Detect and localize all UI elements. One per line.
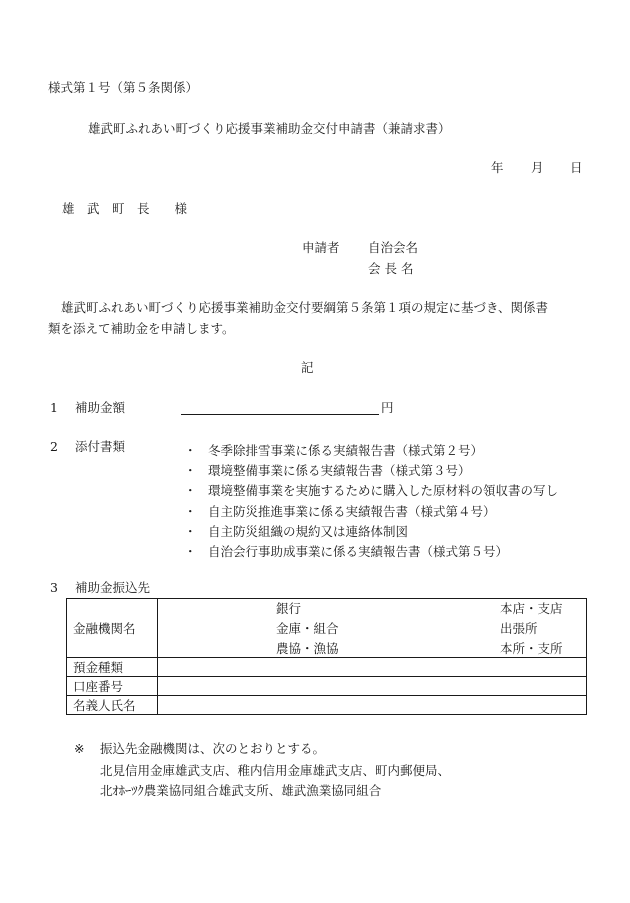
type-nokyo-gyokyo: 農協・漁協 xyxy=(276,641,339,656)
date-month-label: 月 xyxy=(531,160,544,175)
deposit-type-cell[interactable] xyxy=(158,658,587,677)
attachment-text: 環境整備事業に係る実績報告書（様式第３号） xyxy=(208,463,471,479)
bullet-icon: ・ xyxy=(184,463,197,479)
attachment-text: 環境整備事業を実施するために購入した原材料の領収書の写し xyxy=(208,483,559,499)
table-row xyxy=(67,658,587,677)
item1-number: 1 xyxy=(50,400,58,415)
branch-type-honten-shiten: 本店・支店 xyxy=(500,601,563,616)
list-item xyxy=(184,502,558,522)
note-line3: 北ｵﾎｰﾂｸ農業協同組合雄武支所、雄武漁業協同組合 xyxy=(100,783,382,798)
table-row xyxy=(67,677,587,696)
association-name-label: 自治会名 xyxy=(368,240,419,255)
attachment-list xyxy=(184,441,558,562)
note-line2: 北見信用金庫雄武支店、稚内信用金庫雄武支店、町内郵便局、 xyxy=(100,763,451,778)
president-name-label: 会 長 名 xyxy=(368,261,414,276)
attachment-text: 自治会行事助成事業に係る実績報告書（様式第５号） xyxy=(208,543,509,559)
form-number: 様式第１号（第５条関係） xyxy=(48,80,199,95)
body-text-line2: 類を添えて補助金を申請します。 xyxy=(48,321,235,336)
attachment-text: 自主防災推進事業に係る実績報告書（様式第４号） xyxy=(208,503,496,519)
item3-number: 3 xyxy=(50,580,58,595)
document-title: 雄武町ふれあい町づくり応援事業補助金交付申請書（兼請求書） xyxy=(88,121,451,136)
body-text-line1: 雄武町ふれあい町づくり応援事業補助金交付要綱第５条第１項の規定に基づき、関係書 xyxy=(61,300,549,315)
table-row xyxy=(67,696,587,715)
institution-name-cell[interactable] xyxy=(158,599,587,658)
item2-number: 2 xyxy=(50,439,58,454)
addressee: 雄 武 町 長 様 xyxy=(62,201,188,216)
list-item xyxy=(184,441,558,461)
account-holder-cell[interactable] xyxy=(158,696,587,715)
item3-label: 補助金振込先 xyxy=(75,580,151,595)
item1-unit: 円 xyxy=(381,400,394,415)
type-shinkin-kumiai: 金庫・組合 xyxy=(276,621,339,636)
account-number-cell[interactable] xyxy=(158,677,587,696)
date-day-label: 日 xyxy=(570,160,583,175)
note-mark: ※ xyxy=(74,741,85,756)
date-year-label: 年 xyxy=(491,160,504,175)
branch-type-shutchojo: 出張所 xyxy=(500,621,538,636)
ki-heading: 記 xyxy=(301,360,314,375)
table-row xyxy=(67,599,587,658)
list-item xyxy=(184,481,558,501)
item2-label: 添付書類 xyxy=(75,439,126,454)
bullet-icon: ・ xyxy=(184,483,197,499)
bullet-icon: ・ xyxy=(184,443,197,458)
account-holder-label: 名義人氏名 xyxy=(67,696,158,715)
branch-type-honsho-shisho: 本所・支所 xyxy=(500,641,563,656)
attachment-text: 自主防災組織の規約又は連絡体制図 xyxy=(208,523,409,539)
bullet-icon: ・ xyxy=(184,503,197,519)
applicant-label: 申請者 xyxy=(302,240,340,255)
institution-name-label: 金融機関名 xyxy=(67,599,158,658)
bullet-icon: ・ xyxy=(184,523,197,539)
item1-label: 補助金額 xyxy=(75,400,126,415)
type-bank: 銀行 xyxy=(276,601,302,616)
list-item xyxy=(184,461,558,481)
attachment-text: 冬季除排雪事業に係る実績報告書（様式第２号） xyxy=(208,443,484,458)
deposit-type-label: 預金種類 xyxy=(67,658,158,677)
account-number-label: 口座番号 xyxy=(67,677,158,696)
bank-account-table xyxy=(66,598,587,715)
amount-blank-line xyxy=(181,414,379,415)
bullet-icon: ・ xyxy=(184,543,197,559)
list-item xyxy=(184,522,558,542)
list-item xyxy=(184,542,558,562)
note-line1: 振込先金融機関は、次のとおりとする。 xyxy=(100,741,326,756)
